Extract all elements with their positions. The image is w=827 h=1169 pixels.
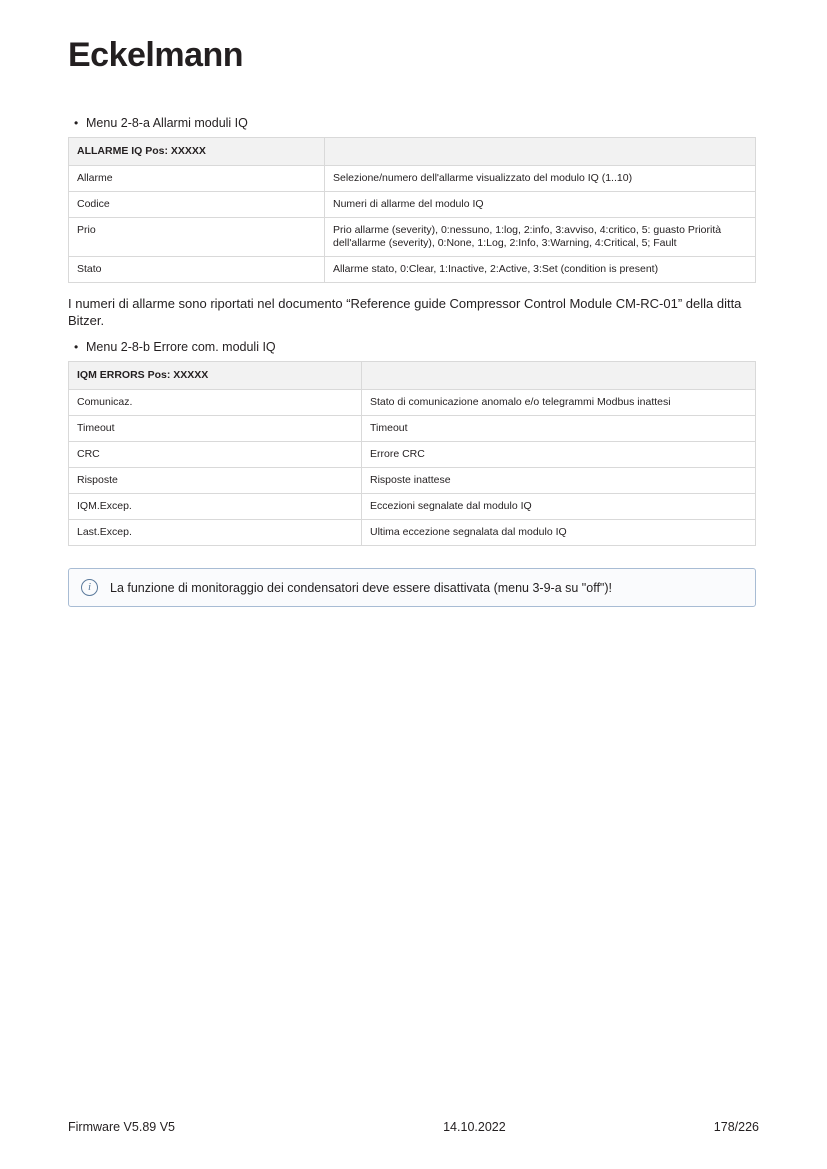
bullet-list-1 — [68, 115, 756, 131]
table-cell-desc: Stato di comunicazione anomalo e/o telegrammi Modbus inattesi — [362, 390, 756, 416]
table-cell-desc: Numeri di allarme del modulo IQ — [325, 192, 756, 218]
company-logo: Eckelmann — [68, 36, 244, 74]
table-cell-param: Last.Excep. — [69, 520, 362, 546]
table-header-cell: IQM ERRORS Pos: XXXXX — [69, 362, 362, 390]
document-content — [68, 115, 756, 607]
table-cell-desc: Prio allarme (severity), 0:nessuno, 1:log, 2:info, 3:avviso, 4:critico, 5: guasto Priorità dell'allarme (severity), 0:None, 1:Log, 2:Info, 3:Warning, 4:Critical, 5; Fault — [325, 218, 756, 257]
table-cell-param: Risposte — [69, 468, 362, 494]
table-cell-param: IQM.Excep. — [69, 494, 362, 520]
table-cell-param: Codice — [69, 192, 325, 218]
table-row — [69, 520, 756, 546]
table-row — [69, 416, 756, 442]
table-row — [69, 218, 756, 257]
table-header-cell: ALLARME IQ Pos: XXXXX — [69, 138, 325, 166]
table-row — [69, 166, 756, 192]
table-cell-param: Allarme — [69, 166, 325, 192]
table-cell-desc: Allarme stato, 0:Clear, 1:Inactive, 2:Active, 3:Set (condition is present) — [325, 257, 756, 283]
info-callout — [68, 568, 756, 607]
table-cell-param: Timeout — [69, 416, 362, 442]
table-row — [69, 442, 756, 468]
table-cell-desc: Timeout — [362, 416, 756, 442]
body-paragraph: I numeri di allarme sono riportati nel documento “Reference guide Compressor Control Module CM-RC-01” della ditta Bitzer. — [68, 296, 742, 328]
table-header-cell — [362, 362, 756, 390]
bullet-list-2 — [68, 339, 756, 355]
table-cell-desc: Eccezioni segnalate dal modulo IQ — [362, 494, 756, 520]
list-item: • Menu 2-8-a Allarmi moduli IQ — [86, 115, 756, 131]
table-header-cell — [325, 138, 756, 166]
table-row — [69, 494, 756, 520]
table-row — [69, 390, 756, 416]
table-header-row — [69, 138, 756, 166]
table-cell-desc: Ultima eccezione segnalata dal modulo IQ — [362, 520, 756, 546]
table-cell-desc: Errore CRC — [362, 442, 756, 468]
iqm-errors-table — [68, 361, 756, 546]
table-cell-desc: Selezione/numero dell'allarme visualizzato del modulo IQ (1..10) — [325, 166, 756, 192]
table-cell-param: CRC — [69, 442, 362, 468]
table-cell-param: Stato — [69, 257, 325, 283]
table-row — [69, 192, 756, 218]
table-cell-param: Comunicaz. — [69, 390, 362, 416]
info-callout-text: La funzione di monitoraggio dei condensatori deve essere disattivata (menu 3-9-a su "off")! — [110, 580, 612, 595]
page-footer — [68, 1120, 759, 1134]
table-row — [69, 468, 756, 494]
list-item: • Menu 2-8-b Errore com. moduli IQ — [86, 339, 756, 355]
alarm-iq-table — [68, 137, 756, 283]
footer-date: 14.10.2022 — [443, 1120, 506, 1134]
table-row — [69, 257, 756, 283]
table-header-row — [69, 362, 756, 390]
footer-page-number: 178/226 — [713, 1120, 759, 1134]
footer-firmware: Firmware V5.89 V5 — [68, 1120, 175, 1134]
info-icon: i — [81, 579, 98, 596]
table-cell-param: Prio — [69, 218, 325, 257]
table-cell-desc: Risposte inattese — [362, 468, 756, 494]
